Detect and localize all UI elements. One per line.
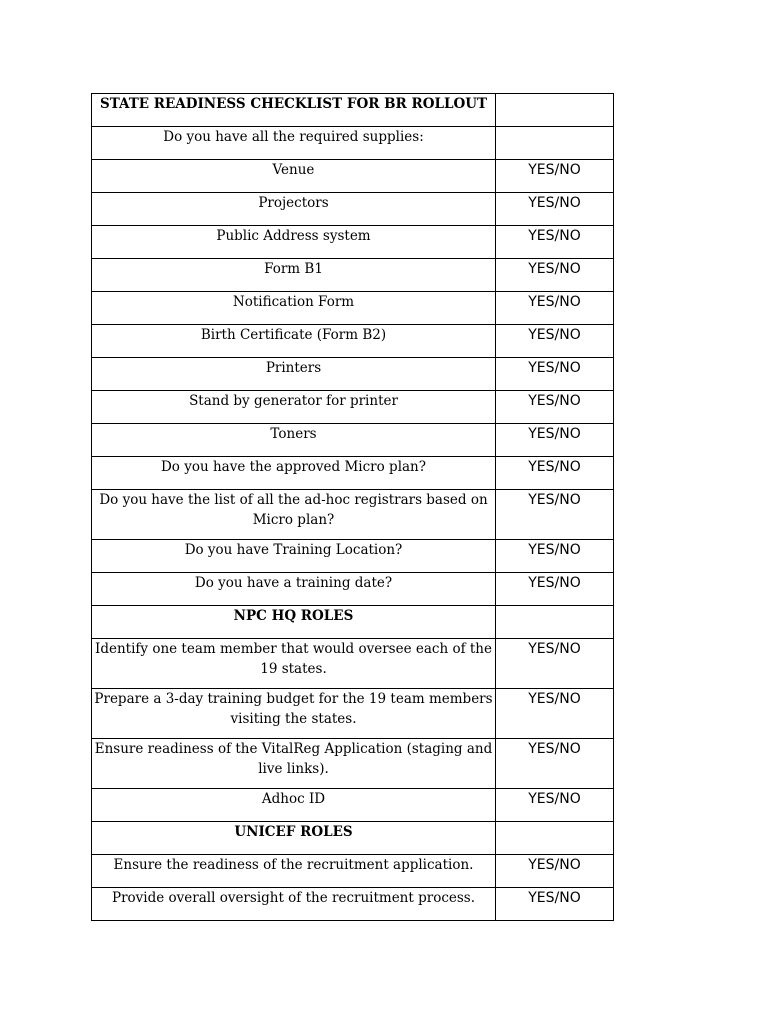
answer-cell: YES/NO	[496, 855, 614, 888]
question-cell: Printers	[92, 358, 496, 391]
section-heading-npc-hq-roles: NPC HQ ROLES	[92, 606, 496, 639]
table-row	[92, 94, 614, 127]
question-cell: Ensure the readiness of the recruitment application.	[92, 855, 496, 888]
question-cell: Form B1	[92, 259, 496, 292]
answer-cell: YES/NO	[496, 292, 614, 325]
table-row	[92, 424, 614, 457]
answer-cell	[496, 127, 614, 160]
table-row	[92, 822, 614, 855]
answer-cell: YES/NO	[496, 540, 614, 573]
table-row	[92, 639, 614, 689]
readiness-checklist-table	[91, 93, 614, 921]
table-row	[92, 127, 614, 160]
answer-cell	[496, 94, 614, 127]
question-cell: Stand by generator for printer	[92, 391, 496, 424]
table-row	[92, 573, 614, 606]
table-row	[92, 193, 614, 226]
question-cell: Venue	[92, 160, 496, 193]
table-row	[92, 226, 614, 259]
table-row	[92, 160, 614, 193]
question-cell: Identify one team member that would oversee each of the 19 states.	[92, 639, 496, 689]
question-cell: Notification Form	[92, 292, 496, 325]
table-row	[92, 259, 614, 292]
question-cell: Adhoc ID	[92, 789, 496, 822]
answer-cell: YES/NO	[496, 490, 614, 540]
answer-cell: YES/NO	[496, 325, 614, 358]
answer-cell: YES/NO	[496, 689, 614, 739]
answer-cell: YES/NO	[496, 160, 614, 193]
table-row	[92, 789, 614, 822]
table-row	[92, 457, 614, 490]
table-row	[92, 739, 614, 789]
question-cell: Do you have Training Location?	[92, 540, 496, 573]
question-cell: Ensure readiness of the VitalReg Application (staging and live links).	[92, 739, 496, 789]
answer-cell: YES/NO	[496, 193, 614, 226]
answer-cell: YES/NO	[496, 739, 614, 789]
answer-cell: YES/NO	[496, 573, 614, 606]
answer-cell: YES/NO	[496, 358, 614, 391]
answer-cell: YES/NO	[496, 391, 614, 424]
question-cell: Public Address system	[92, 226, 496, 259]
question-cell: Birth Certificate (Form B2)	[92, 325, 496, 358]
answer-cell: YES/NO	[496, 226, 614, 259]
question-cell: Do you have the approved Micro plan?	[92, 457, 496, 490]
table-row	[92, 689, 614, 739]
table-row	[92, 855, 614, 888]
answer-cell: YES/NO	[496, 424, 614, 457]
section-heading-unicef-roles: UNICEF ROLES	[92, 822, 496, 855]
question-cell: Do you have a training date?	[92, 573, 496, 606]
answer-cell: YES/NO	[496, 888, 614, 921]
table-row	[92, 606, 614, 639]
question-cell: Do you have the list of all the ad-hoc registrars based on Micro plan?	[92, 490, 496, 540]
question-cell: Prepare a 3-day training budget for the 19 team members visiting the states.	[92, 689, 496, 739]
table-row	[92, 325, 614, 358]
answer-cell	[496, 606, 614, 639]
question-cell: Projectors	[92, 193, 496, 226]
answer-cell: YES/NO	[496, 259, 614, 292]
table-row	[92, 540, 614, 573]
question-cell: Do you have all the required supplies:	[92, 127, 496, 160]
answer-cell: YES/NO	[496, 789, 614, 822]
question-cell: Toners	[92, 424, 496, 457]
table-row	[92, 888, 614, 921]
table-row	[92, 292, 614, 325]
question-cell: Provide overall oversight of the recruitment process.	[92, 888, 496, 921]
table-row	[92, 391, 614, 424]
answer-cell: YES/NO	[496, 457, 614, 490]
table-row	[92, 358, 614, 391]
checklist-title: STATE READINESS CHECKLIST FOR BR ROLLOUT	[92, 94, 496, 127]
answer-cell: YES/NO	[496, 639, 614, 689]
table-row	[92, 490, 614, 540]
answer-cell	[496, 822, 614, 855]
